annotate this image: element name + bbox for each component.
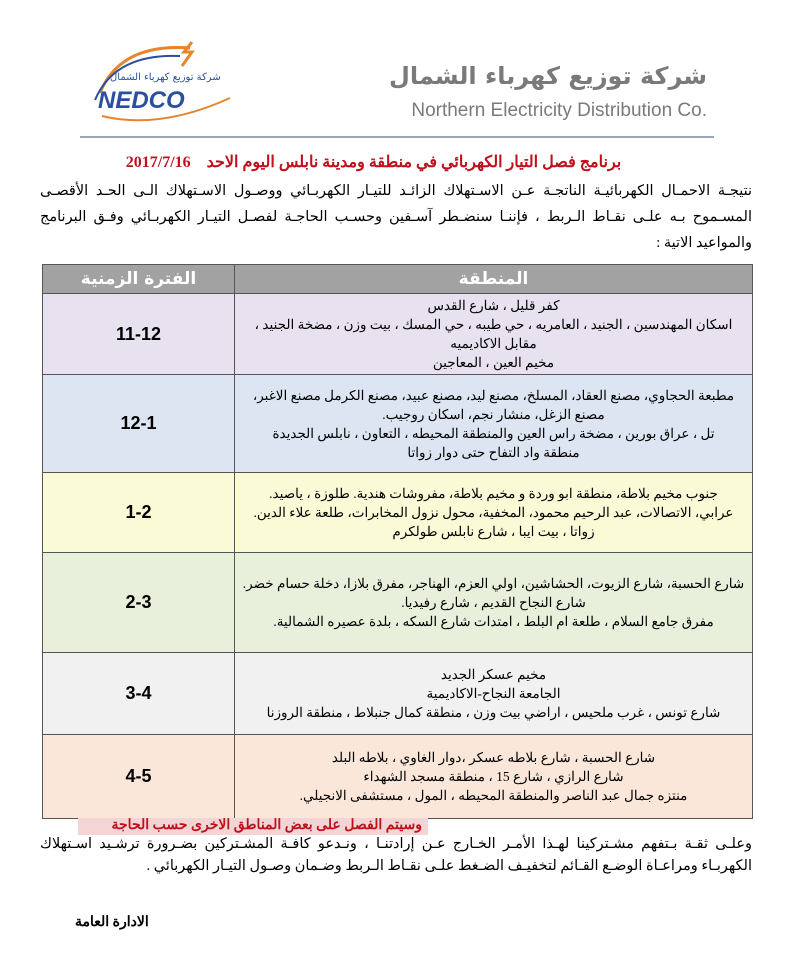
area-line: الجامعة النجاح-الاكاديمية [426,686,561,701]
area-cell [235,735,753,819]
area-line: شارع الرازي ، شارع 15 ، منطقة مسجد الشهداء [363,769,624,784]
period-cell: 12-1 [43,375,235,473]
area-line: عرابي، الاتصالات، عبد الرحيم محمود، المخفية، محول نزول المخابرات، طلعة علاء الدين. [253,505,734,520]
company-name-arabic: شركة توزيع كهرباء الشمال [389,62,707,90]
title-text: برنامج فصل التيار الكهربائي في منطقة ومدينة نابلس اليوم الاحد [206,154,622,171]
area-line: جنوب مخيم بلاطة، منطقة ابو وردة و مخيم بلاطة، مفروشات هندية. طلوزة ، ياصيد. [269,486,718,501]
area-column-header: المنطقة [235,265,753,294]
area-cell [235,473,753,553]
area-line: منتزه جمال عبد الناصر والمنطقة المحيطه ، المول ، مستشفى الانجيلي. [299,788,688,803]
signature: الادارة العامة [75,915,149,930]
area-line: شارع الحسبة، شارع الزيوت، الحشاشين، اولي العزم، الهناجر، مفرق بلازا، دخلة حسام خضر. [242,576,745,591]
area-line: شارع الحسبة ، شارع بلاطه عسكر ،دوار الغاوي ، بلاطه البلد [331,750,656,765]
table-row [43,735,753,819]
area-cell [235,375,753,473]
period-cell: 4-5 [43,735,235,819]
table-row [43,653,753,735]
document-title [110,152,637,172]
table-row [43,553,753,653]
area-line: مطبعة الحجاوي، مصنع العقاد، المسلخ، مصنع ليد، مصنع عبيد، مصنع الكرمل مصنع الاغبر، مصنع الزغل، منشار نجم، اسكان روجيب. [252,387,735,422]
company-name-english: Northern Electricity Distribution Co. [411,100,707,121]
area-line: تل ، عراق بورين ، مضخة راس العين والمنطقة المحيطه ، التعاون ، نابلس الجديدة [272,425,715,441]
title-date: 2017/7/16 [125,154,191,171]
schedule-table [42,264,753,819]
area-cell [235,653,753,735]
area-line: منطقة واد التفاح حتى دوار زواتا [407,444,580,460]
svg-text:NEDCO: NEDCO [98,87,185,114]
note-text: وسيتم الفصل على بعض المناطق الاخرى حسب الحاجة [111,818,422,833]
area-line: اسكان المهندسين ، الجنيد ، العامريه ، حي طيبه ، حي المسك ، بيت وزن ، مضخة الجنيد ، مقابل الاكاديميه [254,317,733,351]
area-line: مفرق جامع السلام ، طلعة ام البلط ، امتدات شارع السكه ، بلدة عصيره الشمالية. [273,614,714,629]
area-line: مخيم عسكر الجديد [440,667,547,682]
nedco-logo-icon [80,38,250,130]
table-row [43,294,753,375]
period-cell: 3-4 [43,653,235,735]
header-divider [80,136,714,138]
area-line: شارع تونس ، غرب ملحيس ، اراضي بيت وزن ، منطقة كمال جنبلاط ، منطقة الروزنا [266,705,721,720]
table-row [43,473,753,553]
intro-paragraph: نتيجـة الاحمـال الكهربائيـة الناتجـة عـن الاسـتهلاك الزائـد للتيـار الكهربـائي ووصـول الاسـتهلاك الـى الحـد الأقصـى المسـموح بـه علـى نقـاط الـربط ، فإننـا سنضـطر آسـفين وحسـب الحاجـة لفصـل التيـار الكهربـائي وفـق البرنامج والمواعيد الاتية : [40,183,752,251]
area-line: مخيم العين ، المعاجين [432,355,555,370]
table-row [43,375,753,473]
period-cell: 1-2 [43,473,235,553]
area-line: شارع النجاح القديم ، شارع رفيديا. [401,595,586,610]
svg-text:شركة توزيع كهرباء الشمال: شركة توزيع كهرباء الشمال [110,72,221,83]
area-cell [235,553,753,653]
area-line: كفر قليل ، شارع القدس [427,298,560,313]
area-line: زواتا ، بيت ايبا ، شارع نابلس طولكرم [392,524,595,539]
closing-paragraph: وعلـى ثقـة بـتفهم مشـتركينا لهـذا الأمـر الخـارج عـن إرادتنـا ، ونـدعو كافـة المشـتركين بضـرورة ترشـيد اسـتهلاك الكهربـاء ومراعـاة الوضـع القـائم لتخفيـف الضـغط علـى نقـاط الـربط وضـمان وصـول التيـار الكهربائي . [40,836,752,874]
table-header-row [43,265,753,294]
period-cell: 11-12 [43,294,235,375]
area-cell [235,294,753,375]
period-column-header: الفترة الزمنية [43,265,235,294]
period-cell: 2-3 [43,553,235,653]
